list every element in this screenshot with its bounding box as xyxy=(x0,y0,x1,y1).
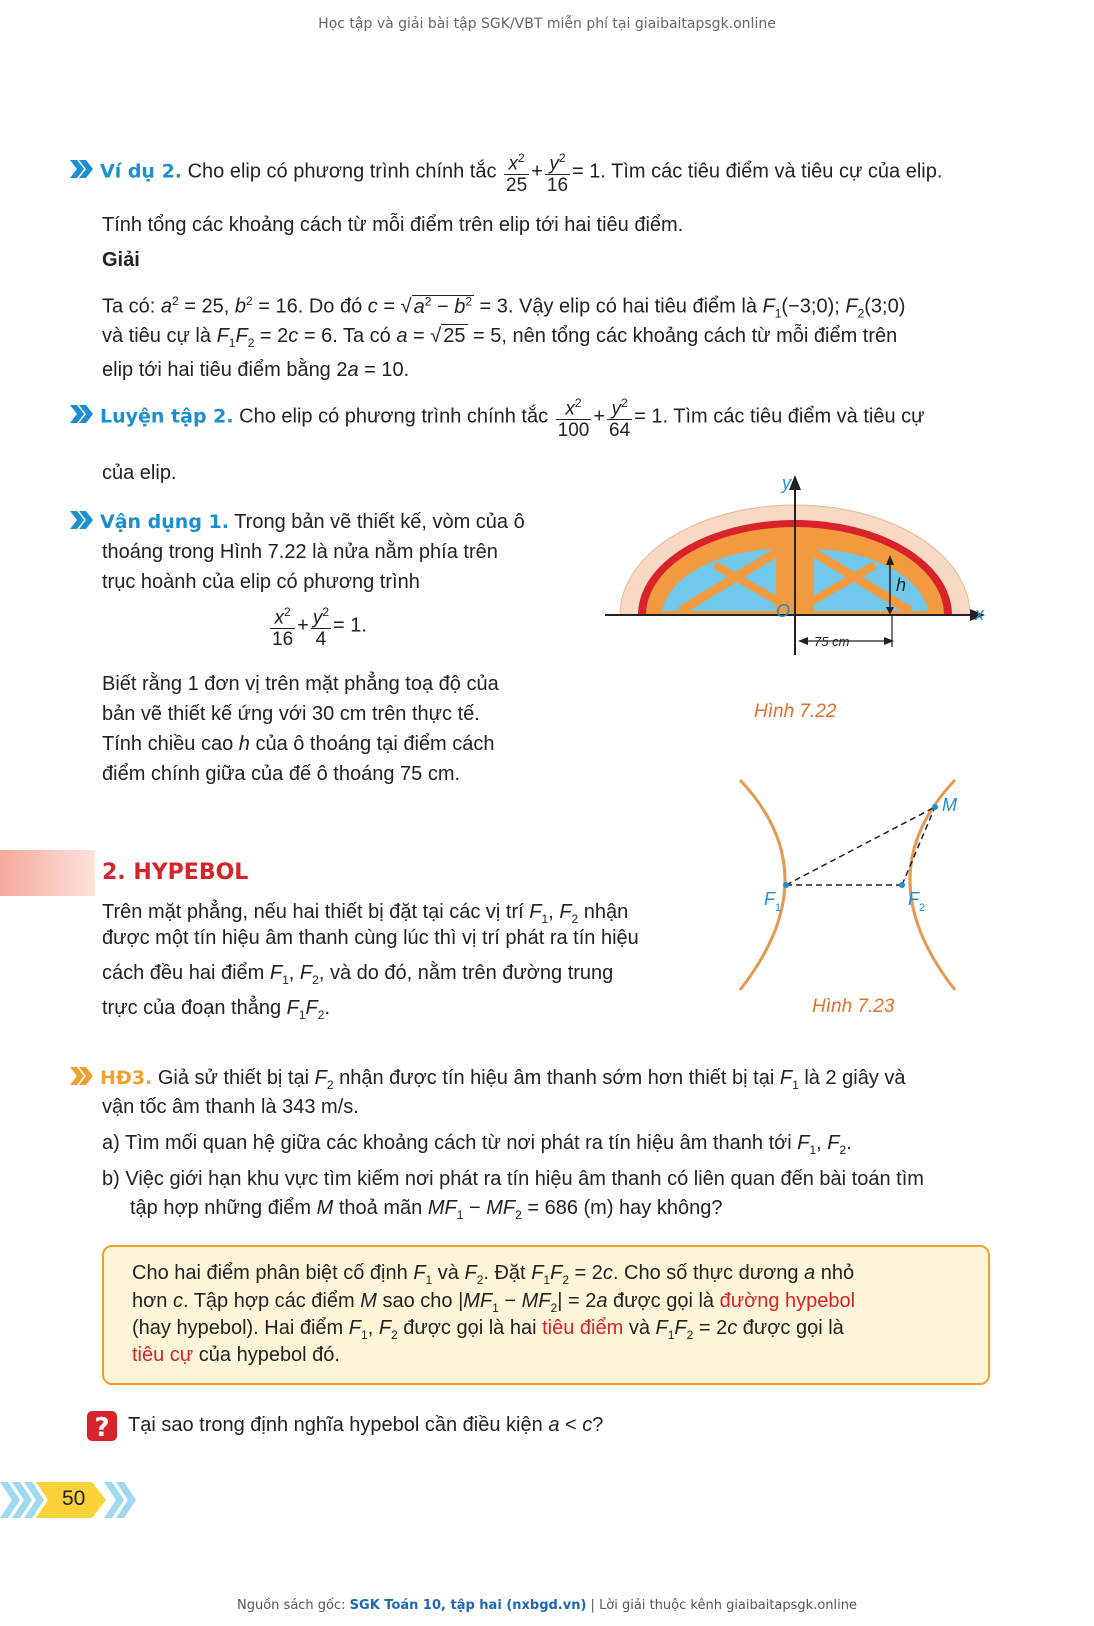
point-m-label: M xyxy=(942,795,957,815)
practice-2-line2: của elip. xyxy=(102,462,177,484)
activity-3-line2: vận tốc âm thanh là 343 m/s. xyxy=(102,1096,359,1118)
definition-line4: tiêu cự của hypebol đó. xyxy=(132,1344,340,1366)
application-1: Vận dụng 1. Trong bản vẽ thiết kế, vòm của ô xyxy=(70,507,550,538)
question-icon xyxy=(84,1408,120,1444)
practice-2: Luyện tập 2. Cho elip có phương trình chính tắc $\frac{x^2}{100}$ + $\frac{y^2}{64}$ = 1. Tìm các tiêu điểm và tiêu cự xyxy=(70,393,1030,441)
term-foci: tiêu điểm xyxy=(542,1317,624,1339)
chevron-arrows-icon xyxy=(70,1064,94,1094)
focus-f2-label: F xyxy=(908,889,919,909)
focus-f1-label: F xyxy=(764,889,775,909)
solution-line3: elip tới hai tiêu điểm bằng 2a = 10. xyxy=(102,359,410,381)
svg-text:1: 1 xyxy=(775,902,782,914)
section-accent-bar xyxy=(0,850,95,896)
application-1-line7: điểm chính giữa của đế ô thoáng 75 cm. xyxy=(102,763,461,785)
example-2: Ví dụ 2. Cho elip có phương trình chính tắc $\frac{x^2}{25}$ + $\frac{y^2}{16}$ = 1. Tìm các tiêu điểm và tiêu cự của elip. xyxy=(70,148,1030,196)
definition-line3: (hay hypebol). Hai điểm $F_1$, $F_2$ được gọi là hai tiêu điểm và $F_1F_2 = 2c$ được gọi là xyxy=(132,1317,844,1342)
fraction-x2-100: $\frac{x^2}{100}$ xyxy=(556,393,592,441)
distance-label: 75 cm xyxy=(814,634,850,649)
application-1-line3: trục hoành của elip có phương trình xyxy=(102,571,420,593)
practice-2-label: Luyện tập 2. xyxy=(100,405,234,428)
term-hyperbola: đường hypebol xyxy=(719,1290,856,1312)
application-1-line6: Tính chiều cao h của ô thoáng tại điểm cách xyxy=(102,733,495,755)
solution-heading: Giải xyxy=(102,249,140,271)
footer-book-link[interactable]: SGK Toán 10, tập hai (nxbgd.vn) xyxy=(349,1598,587,1613)
activity-3-label: HĐ3. xyxy=(100,1067,153,1089)
activity-3: HĐ3. Giả sử thiết bị tại $F_2$ nhận được tín hiệu âm thanh sớm hơn thiết bị tại $F_1$ là 2 giây và xyxy=(70,1063,1030,1100)
example-2-label: Ví dụ 2. xyxy=(100,160,183,183)
definition-line1: Cho hai điểm phân biệt cố định $F_1$ và $F_2$. Đặt $F_1F_2 = 2c$. Cho số thực dương a nhỏ xyxy=(132,1262,855,1287)
question-text: Tại sao trong định nghĩa hypebol cần điều kiện a < c? xyxy=(128,1414,604,1436)
hypebol-line4: trực của đoạn thẳng $F_1F_2$. xyxy=(102,997,330,1022)
fraction-y2-16: $\frac{y^2}{16}$ xyxy=(545,148,570,196)
application-1-label: Vận dụng 1. xyxy=(100,511,229,533)
fraction-y2-64: $\frac{y^2}{64}$ xyxy=(607,393,632,441)
svg-text:2: 2 xyxy=(919,902,926,914)
section-title: 2. HYPEBOL xyxy=(102,860,249,885)
figure-7-23 xyxy=(730,775,970,995)
application-1-line2: thoáng trong Hình 7.22 là nửa nằm phía trên xyxy=(102,541,498,563)
page-footer: Nguồn sách gốc: SGK Toán 10, tập hai (nxbgd.vn) | Lời giải thuộc kênh giaibaitapsgk.online xyxy=(237,1598,857,1613)
activity-3-part-b-line2: tập hợp những điểm M thoả mãn $MF_1 - MF_2 = 686$ (m) hay không? xyxy=(130,1197,723,1222)
chevron-arrows-icon xyxy=(70,402,94,432)
hypebol-line3: cách đều hai điểm $F_1$, $F_2$, và do đó, nằm trên đường trung xyxy=(102,962,614,987)
application-1-line4: Biết rằng 1 đơn vị trên mặt phẳng toạ độ của xyxy=(102,673,499,695)
chevron-arrows-icon xyxy=(70,508,94,538)
origin-label: O xyxy=(776,601,791,621)
figure-7-23-caption: Hình 7.23 xyxy=(812,996,895,1017)
hypebol-line1: Trên mặt phẳng, nếu hai thiết bị đặt tại các vị trí $F_1$, $F_2$ nhận xyxy=(102,901,629,926)
chevron-arrows-icon xyxy=(70,157,94,187)
height-label: h xyxy=(896,575,907,595)
hypebol-line2: được một tín hiệu âm thanh cùng lúc thì vị trí phát ra tín hiệu xyxy=(102,927,639,949)
solution-line1: Ta có: $a^2 = 25$, $b^2 = 16$. Do đó c = √ $a^2 - b^2 = 3$. Vậy elip có hai tiêu điểm là $F_1(-3;0)$; $F_2(3;0)$ xyxy=(102,294,906,321)
solution-line2: và tiêu cự là $F_1F_2 = 2c = 6$. Ta có a = √ 25 = 5, nên tổng các khoảng cách từ mỗi điểm trên xyxy=(102,325,898,350)
svg-text:?: ? xyxy=(94,1413,110,1443)
page-header: Học tập và giải bài tập SGK/VBT miễn phí tại giaibaitapsgk.online xyxy=(318,16,776,32)
figure-7-22-caption: Hình 7.22 xyxy=(754,701,837,722)
example-2-text: Cho elip có phương trình chính tắc xyxy=(187,160,497,183)
application-1-equation: $\frac{x^2}{16}$ + $\frac{y^2}{4}$ = 1. xyxy=(268,602,367,650)
activity-3-part-b: b) Việc giới hạn khu vực tìm kiếm nơi phát ra tín hiệu âm thanh có liên quan đến bài toán tìm xyxy=(102,1168,924,1190)
application-1-line5: bản vẽ thiết kế ứng với 30 cm trên thực tế. xyxy=(102,703,480,725)
x-axis-label: x xyxy=(975,604,984,624)
page-number: 50 xyxy=(62,1487,86,1510)
fraction-x2-25: $\frac{x^2}{25}$ xyxy=(504,148,529,196)
figure-7-22 xyxy=(600,473,1000,655)
y-axis-label: y xyxy=(782,473,791,493)
example-2-line2: Tính tổng các khoảng cách từ mỗi điểm trên elip tới hai tiêu điểm. xyxy=(102,214,684,236)
definition-line2: hơn c. Tập hợp các điểm M sao cho $|MF_1 - MF_2| = 2a$ được gọi là đường hypebol xyxy=(132,1290,856,1315)
term-focal-distance: tiêu cự xyxy=(132,1344,194,1366)
activity-3-part-a: a) Tìm mối quan hệ giữa các khoảng cách từ nơi phát ra tín hiệu âm thanh tới $F_1$, $F_2$. xyxy=(102,1132,852,1157)
